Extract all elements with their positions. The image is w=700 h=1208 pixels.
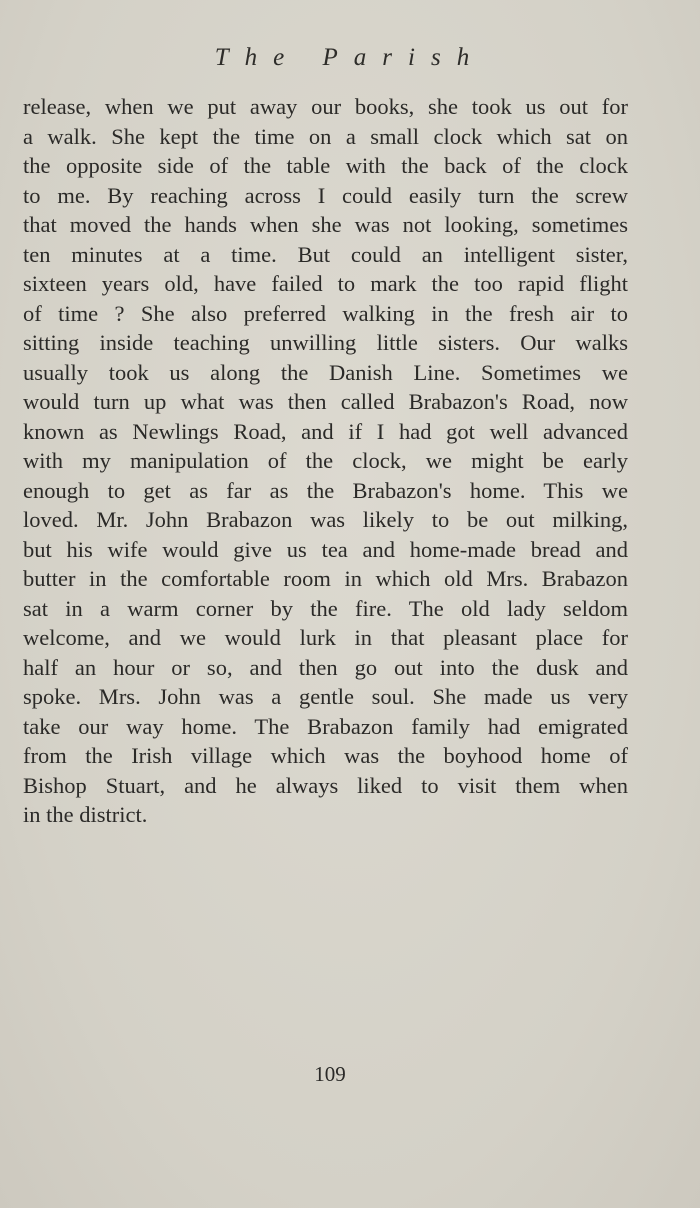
running-head: The Parish [214,44,486,71]
page-number: 109 [314,1062,346,1086]
text-line: sat in a warm corner by the fire. The old lady seldom [23,595,628,621]
text-line: Bishop Stuart, and he always liked to visit them when [23,772,628,798]
text-line: in the district. [23,802,148,827]
text-line: sitting inside teaching unwilling little sisters. Our walks [23,330,628,355]
text-line: welcome, and we would lurk in that pleasant place for [23,625,628,650]
text-line: take our way home. The Brabazon family had emigrated [23,713,628,739]
text-line: the opposite side of the table with the back of the clock [23,153,628,178]
text-line: loved. Mr. John Brabazon was likely to be out milking, [23,507,628,532]
text-line: ten minutes at a time. But could an intelligent sister, [23,241,628,267]
text-line: to me. By reaching across I could easily turn the screw [23,182,628,208]
text-line: but his wife would give us tea and home-made bread and [23,536,628,562]
text-line: a walk. She kept the time on a small clock which sat on [23,123,628,149]
text-line: release, when we put away our books, she took us out for [23,94,628,119]
text-line: spoke. Mrs. John was a gentle soul. She made us very [23,684,628,709]
text-line: enough to get as far as the Brabazon's home. This we [23,477,628,503]
text-line: butter in the comfortable room in which old Mrs. Brabazon [23,566,628,591]
text-line: that moved the hands when she was not looking, sometimes [23,212,628,237]
text-line: of time ? She also preferred walking in the fresh air to [23,300,628,326]
text-line: sixteen years old, have failed to mark the too rapid flight [23,271,628,296]
text-line: known as Newlings Road, and if I had got well advanced [23,418,628,444]
text-line: usually took us along the Danish Line. Sometimes we [23,359,628,385]
text-line: half an hour or so, and then go out into the dusk and [23,654,628,680]
text-line: with my manipulation of the clock, we might be early [23,448,628,473]
text-line: from the Irish village which was the boyhood home of [23,743,628,768]
text-line: would turn up what was then called Brabazon's Road, now [23,389,628,414]
body-text [23,92,628,830]
